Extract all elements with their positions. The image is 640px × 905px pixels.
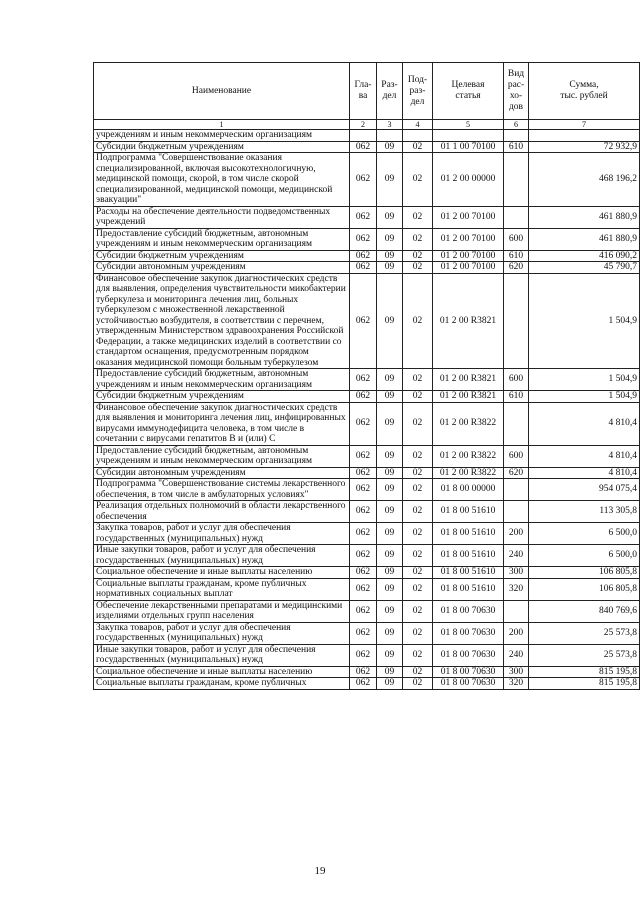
page-number: 19 bbox=[314, 865, 326, 877]
sum-cell: 6 500,0 bbox=[529, 523, 640, 545]
sum-cell: 840 769,6 bbox=[529, 600, 640, 622]
razdel-cell: 09 bbox=[377, 666, 403, 678]
name-cell: Подпрограмма "Совершенствование оказания специализированной, включая высокотехнологичную, медицинской помощи, скорой, в том числе скорой специализированной, медицинской помощи, медицинской эвакуации" bbox=[94, 153, 350, 207]
podrazdel-cell: 02 bbox=[403, 467, 433, 479]
glava-cell: 062 bbox=[350, 445, 377, 467]
glava-cell: 062 bbox=[350, 523, 377, 545]
glava-cell: 062 bbox=[350, 622, 377, 644]
target-cell: 01 8 00 70630 bbox=[433, 622, 504, 644]
vid-cell: 610 bbox=[504, 141, 529, 153]
vid-cell: 620 bbox=[504, 262, 529, 274]
table-row bbox=[94, 467, 640, 479]
name-cell: Предоставление субсидий бюджетным, автономным учреждениям и иным некоммерческим организациям bbox=[94, 445, 350, 467]
table-row bbox=[94, 567, 640, 579]
razdel-cell: 09 bbox=[377, 228, 403, 250]
glava-cell: 062 bbox=[350, 467, 377, 479]
name-cell: Финансовое обеспечение закупок диагностических средств для выявления, определения чувствительности микобактерии туберкулеза и мониторинга лечения лиц, больных туберкулезом с множественной лекарственной устойчивостью возбудителя, в соответствии с перечнем, утвержденным Министерством здравоохранения Российской Федерации, а также медицинских изделий в соответствии со стандартом оснащения, предусмотренным порядком оказания медицинской помощи больным туберкулезом bbox=[94, 273, 350, 369]
podrazdel-cell: 02 bbox=[403, 141, 433, 153]
table-row bbox=[94, 501, 640, 523]
target-cell: 01 8 00 51610 bbox=[433, 523, 504, 545]
column-number: 2 bbox=[350, 120, 377, 130]
glava-cell bbox=[350, 130, 377, 142]
glava-cell: 062 bbox=[350, 501, 377, 523]
glava-cell: 062 bbox=[350, 153, 377, 207]
name-cell: Субсидии бюджетным учреждениям bbox=[94, 141, 350, 153]
razdel-cell: 09 bbox=[377, 445, 403, 467]
name-cell: Финансовое обеспечение закупок диагностических средств для выявления и мониторинга лечения лиц, инфицированных вирусами иммунодефицита человека, в том числе в сочетании с вирусами гепатитов В и (или) С bbox=[94, 402, 350, 445]
header-vid: Вид рас- хо- дов bbox=[504, 63, 529, 120]
target-cell: 01 2 00 R3822 bbox=[433, 402, 504, 445]
razdel-cell: 09 bbox=[377, 262, 403, 274]
podrazdel-cell: 02 bbox=[403, 578, 433, 600]
sum-cell: 25 573,8 bbox=[529, 644, 640, 666]
podrazdel-cell: 02 bbox=[403, 666, 433, 678]
header-name: Наименование bbox=[94, 63, 350, 120]
razdel-cell: 09 bbox=[377, 206, 403, 228]
razdel-cell: 09 bbox=[377, 523, 403, 545]
vid-cell: 320 bbox=[504, 578, 529, 600]
podrazdel-cell: 02 bbox=[403, 644, 433, 666]
table-row bbox=[94, 153, 640, 207]
target-cell: 01 8 00 51610 bbox=[433, 578, 504, 600]
glava-cell: 062 bbox=[350, 262, 377, 274]
sum-cell: 461 880,9 bbox=[529, 228, 640, 250]
podrazdel-cell: 02 bbox=[403, 501, 433, 523]
podrazdel-cell: 02 bbox=[403, 153, 433, 207]
table-row bbox=[94, 402, 640, 445]
vid-cell: 200 bbox=[504, 622, 529, 644]
podrazdel-cell: 02 bbox=[403, 391, 433, 403]
razdel-cell: 09 bbox=[377, 402, 403, 445]
header-razdel: Раз- дел bbox=[377, 63, 403, 120]
table-row bbox=[94, 273, 640, 369]
vid-cell: 620 bbox=[504, 467, 529, 479]
podrazdel-cell: 02 bbox=[403, 567, 433, 579]
razdel-cell: 09 bbox=[377, 391, 403, 403]
table-row bbox=[94, 666, 640, 678]
name-cell: Социальное обеспечение и иные выплаты населению bbox=[94, 666, 350, 678]
razdel-cell bbox=[377, 130, 403, 142]
column-number: 5 bbox=[433, 120, 504, 130]
table-row bbox=[94, 228, 640, 250]
glava-cell: 062 bbox=[350, 666, 377, 678]
sum-cell: 468 196,2 bbox=[529, 153, 640, 207]
glava-cell: 062 bbox=[350, 250, 377, 262]
header-target: Целевая статья bbox=[433, 63, 504, 120]
glava-cell: 062 bbox=[350, 644, 377, 666]
vid-cell: 600 bbox=[504, 445, 529, 467]
razdel-cell: 09 bbox=[377, 600, 403, 622]
glava-cell: 062 bbox=[350, 141, 377, 153]
vid-cell bbox=[504, 153, 529, 207]
name-cell: Закупка товаров, работ и услуг для обеспечения государственных (муниципальных) нужд bbox=[94, 523, 350, 545]
target-cell: 01 8 00 51610 bbox=[433, 567, 504, 579]
name-cell: Иные закупки товаров, работ и услуг для обеспечения государственных (муниципальных) нужд bbox=[94, 644, 350, 666]
podrazdel-cell: 02 bbox=[403, 228, 433, 250]
name-cell: Социальное обеспечение и иные выплаты населению bbox=[94, 567, 350, 579]
razdel-cell: 09 bbox=[377, 578, 403, 600]
sum-cell: 954 075,4 bbox=[529, 479, 640, 501]
vid-cell: 610 bbox=[504, 250, 529, 262]
glava-cell: 062 bbox=[350, 369, 377, 391]
glava-cell: 062 bbox=[350, 600, 377, 622]
target-cell: 01 2 00 00000 bbox=[433, 153, 504, 207]
table-row bbox=[94, 644, 640, 666]
table-row bbox=[94, 141, 640, 153]
sum-cell: 4 810,4 bbox=[529, 445, 640, 467]
vid-cell bbox=[504, 130, 529, 142]
table-body bbox=[94, 130, 640, 690]
table-row bbox=[94, 391, 640, 403]
sum-cell: 1 504,9 bbox=[529, 391, 640, 403]
razdel-cell: 09 bbox=[377, 141, 403, 153]
table-row bbox=[94, 678, 640, 690]
header-sum: Сумма, тыс. рублей bbox=[529, 63, 640, 120]
podrazdel-cell: 02 bbox=[403, 206, 433, 228]
table-row bbox=[94, 250, 640, 262]
table-row bbox=[94, 206, 640, 228]
target-cell: 01 2 00 70100 bbox=[433, 206, 504, 228]
name-cell: Социальные выплаты гражданам, кроме публичных bbox=[94, 678, 350, 690]
sum-cell: 461 880,9 bbox=[529, 206, 640, 228]
glava-cell: 062 bbox=[350, 273, 377, 369]
name-cell: Субсидии автономным учреждениям bbox=[94, 262, 350, 274]
razdel-cell: 09 bbox=[377, 501, 403, 523]
glava-cell: 062 bbox=[350, 567, 377, 579]
podrazdel-cell: 02 bbox=[403, 479, 433, 501]
table-row bbox=[94, 262, 640, 274]
name-cell: Субсидии бюджетным учреждениям bbox=[94, 250, 350, 262]
name-cell: учреждениям и иным некоммерческим организациям bbox=[94, 130, 350, 142]
vid-cell: 300 bbox=[504, 567, 529, 579]
sum-cell: 25 573,8 bbox=[529, 622, 640, 644]
podrazdel-cell: 02 bbox=[403, 445, 433, 467]
budget-table bbox=[93, 62, 640, 690]
vid-cell: 610 bbox=[504, 391, 529, 403]
target-cell: 01 2 00 70100 bbox=[433, 228, 504, 250]
target-cell: 01 8 00 70630 bbox=[433, 600, 504, 622]
column-number: 7 bbox=[529, 120, 640, 130]
vid-cell: 600 bbox=[504, 369, 529, 391]
name-cell: Обеспечение лекарственными препаратами и медицинскими изделиями отдельных групп населения bbox=[94, 600, 350, 622]
glava-cell: 062 bbox=[350, 479, 377, 501]
sum-cell bbox=[529, 130, 640, 142]
target-cell: 01 2 00 R3822 bbox=[433, 467, 504, 479]
razdel-cell: 09 bbox=[377, 479, 403, 501]
header-glava: Гла- ва bbox=[350, 63, 377, 120]
razdel-cell: 09 bbox=[377, 567, 403, 579]
column-number-row bbox=[94, 120, 640, 130]
target-cell: 01 8 00 70630 bbox=[433, 666, 504, 678]
column-number: 3 bbox=[377, 120, 403, 130]
glava-cell: 062 bbox=[350, 391, 377, 403]
glava-cell: 062 bbox=[350, 545, 377, 567]
sum-cell: 815 195,8 bbox=[529, 678, 640, 690]
razdel-cell: 09 bbox=[377, 644, 403, 666]
podrazdel-cell: 02 bbox=[403, 600, 433, 622]
razdel-cell: 09 bbox=[377, 678, 403, 690]
table-row bbox=[94, 578, 640, 600]
table-row bbox=[94, 523, 640, 545]
razdel-cell: 09 bbox=[377, 153, 403, 207]
name-cell: Подпрограмма "Совершенствование системы лекарственного обеспечения, в том числе в амбулаторных условиях" bbox=[94, 479, 350, 501]
target-cell: 01 2 00 R3821 bbox=[433, 369, 504, 391]
name-cell: Субсидии бюджетным учреждениям bbox=[94, 391, 350, 403]
column-number: 1 bbox=[94, 120, 350, 130]
podrazdel-cell: 02 bbox=[403, 369, 433, 391]
table-row bbox=[94, 479, 640, 501]
vid-cell: 200 bbox=[504, 523, 529, 545]
vid-cell bbox=[504, 402, 529, 445]
sum-cell: 6 500,0 bbox=[529, 545, 640, 567]
podrazdel-cell: 02 bbox=[403, 262, 433, 274]
table-row bbox=[94, 369, 640, 391]
table-row bbox=[94, 622, 640, 644]
razdel-cell: 09 bbox=[377, 467, 403, 479]
target-cell: 01 2 00 70100 bbox=[433, 262, 504, 274]
sum-cell: 416 090,2 bbox=[529, 250, 640, 262]
podrazdel-cell: 02 bbox=[403, 402, 433, 445]
sum-cell: 4 810,4 bbox=[529, 467, 640, 479]
target-cell: 01 1 00 70100 bbox=[433, 141, 504, 153]
name-cell: Расходы на обеспечение деятельности подведомственных учреждений bbox=[94, 206, 350, 228]
target-cell: 01 2 00 70100 bbox=[433, 250, 504, 262]
glava-cell: 062 bbox=[350, 678, 377, 690]
column-number: 4 bbox=[403, 120, 433, 130]
target-cell: 01 8 00 70630 bbox=[433, 644, 504, 666]
vid-cell bbox=[504, 501, 529, 523]
sum-cell: 113 305,8 bbox=[529, 501, 640, 523]
column-number: 6 bbox=[504, 120, 529, 130]
podrazdel-cell: 02 bbox=[403, 250, 433, 262]
name-cell: Субсидии автономным учреждениям bbox=[94, 467, 350, 479]
vid-cell: 600 bbox=[504, 228, 529, 250]
podrazdel-cell: 02 bbox=[403, 523, 433, 545]
sum-cell: 106 805,8 bbox=[529, 567, 640, 579]
vid-cell: 320 bbox=[504, 678, 529, 690]
glava-cell: 062 bbox=[350, 402, 377, 445]
table-row bbox=[94, 445, 640, 467]
vid-cell bbox=[504, 206, 529, 228]
target-cell: 01 8 00 51610 bbox=[433, 545, 504, 567]
glava-cell: 062 bbox=[350, 578, 377, 600]
target-cell: 01 2 00 R3822 bbox=[433, 445, 504, 467]
vid-cell bbox=[504, 479, 529, 501]
target-cell: 01 2 00 R3821 bbox=[433, 391, 504, 403]
razdel-cell: 09 bbox=[377, 369, 403, 391]
razdel-cell: 09 bbox=[377, 273, 403, 369]
target-cell bbox=[433, 130, 504, 142]
podrazdel-cell bbox=[403, 130, 433, 142]
target-cell: 01 8 00 51610 bbox=[433, 501, 504, 523]
vid-cell bbox=[504, 273, 529, 369]
name-cell: Закупка товаров, работ и услуг для обеспечения государственных (муниципальных) нужд bbox=[94, 622, 350, 644]
name-cell: Иные закупки товаров, работ и услуг для обеспечения государственных (муниципальных) нужд bbox=[94, 545, 350, 567]
podrazdel-cell: 02 bbox=[403, 622, 433, 644]
name-cell: Предоставление субсидий бюджетным, автономным учреждениям и иным некоммерческим организациям bbox=[94, 228, 350, 250]
target-cell: 01 2 00 R3821 bbox=[433, 273, 504, 369]
sum-cell: 4 810,4 bbox=[529, 402, 640, 445]
vid-cell: 300 bbox=[504, 666, 529, 678]
table-row bbox=[94, 545, 640, 567]
target-cell: 01 8 00 00000 bbox=[433, 479, 504, 501]
podrazdel-cell: 02 bbox=[403, 273, 433, 369]
podrazdel-cell: 02 bbox=[403, 545, 433, 567]
vid-cell bbox=[504, 600, 529, 622]
sum-cell: 45 790,7 bbox=[529, 262, 640, 274]
sum-cell: 1 504,9 bbox=[529, 273, 640, 369]
sum-cell: 106 805,8 bbox=[529, 578, 640, 600]
sum-cell: 1 504,9 bbox=[529, 369, 640, 391]
sum-cell: 815 195,8 bbox=[529, 666, 640, 678]
sum-cell: 72 932,9 bbox=[529, 141, 640, 153]
header-podrazdel: Под- раз- дел bbox=[403, 63, 433, 120]
razdel-cell: 09 bbox=[377, 250, 403, 262]
name-cell: Реализация отдельных полномочий в области лекарственного обеспечения bbox=[94, 501, 350, 523]
table-row bbox=[94, 600, 640, 622]
name-cell: Социальные выплаты гражданам, кроме публичных нормативных социальных выплат bbox=[94, 578, 350, 600]
name-cell: Предоставление субсидий бюджетным, автономным учреждениям и иным некоммерческим организациям bbox=[94, 369, 350, 391]
glava-cell: 062 bbox=[350, 206, 377, 228]
razdel-cell: 09 bbox=[377, 545, 403, 567]
table-row bbox=[94, 130, 640, 142]
vid-cell: 240 bbox=[504, 644, 529, 666]
target-cell: 01 8 00 70630 bbox=[433, 678, 504, 690]
podrazdel-cell: 02 bbox=[403, 678, 433, 690]
razdel-cell: 09 bbox=[377, 622, 403, 644]
table-header bbox=[94, 63, 640, 130]
glava-cell: 062 bbox=[350, 228, 377, 250]
vid-cell: 240 bbox=[504, 545, 529, 567]
